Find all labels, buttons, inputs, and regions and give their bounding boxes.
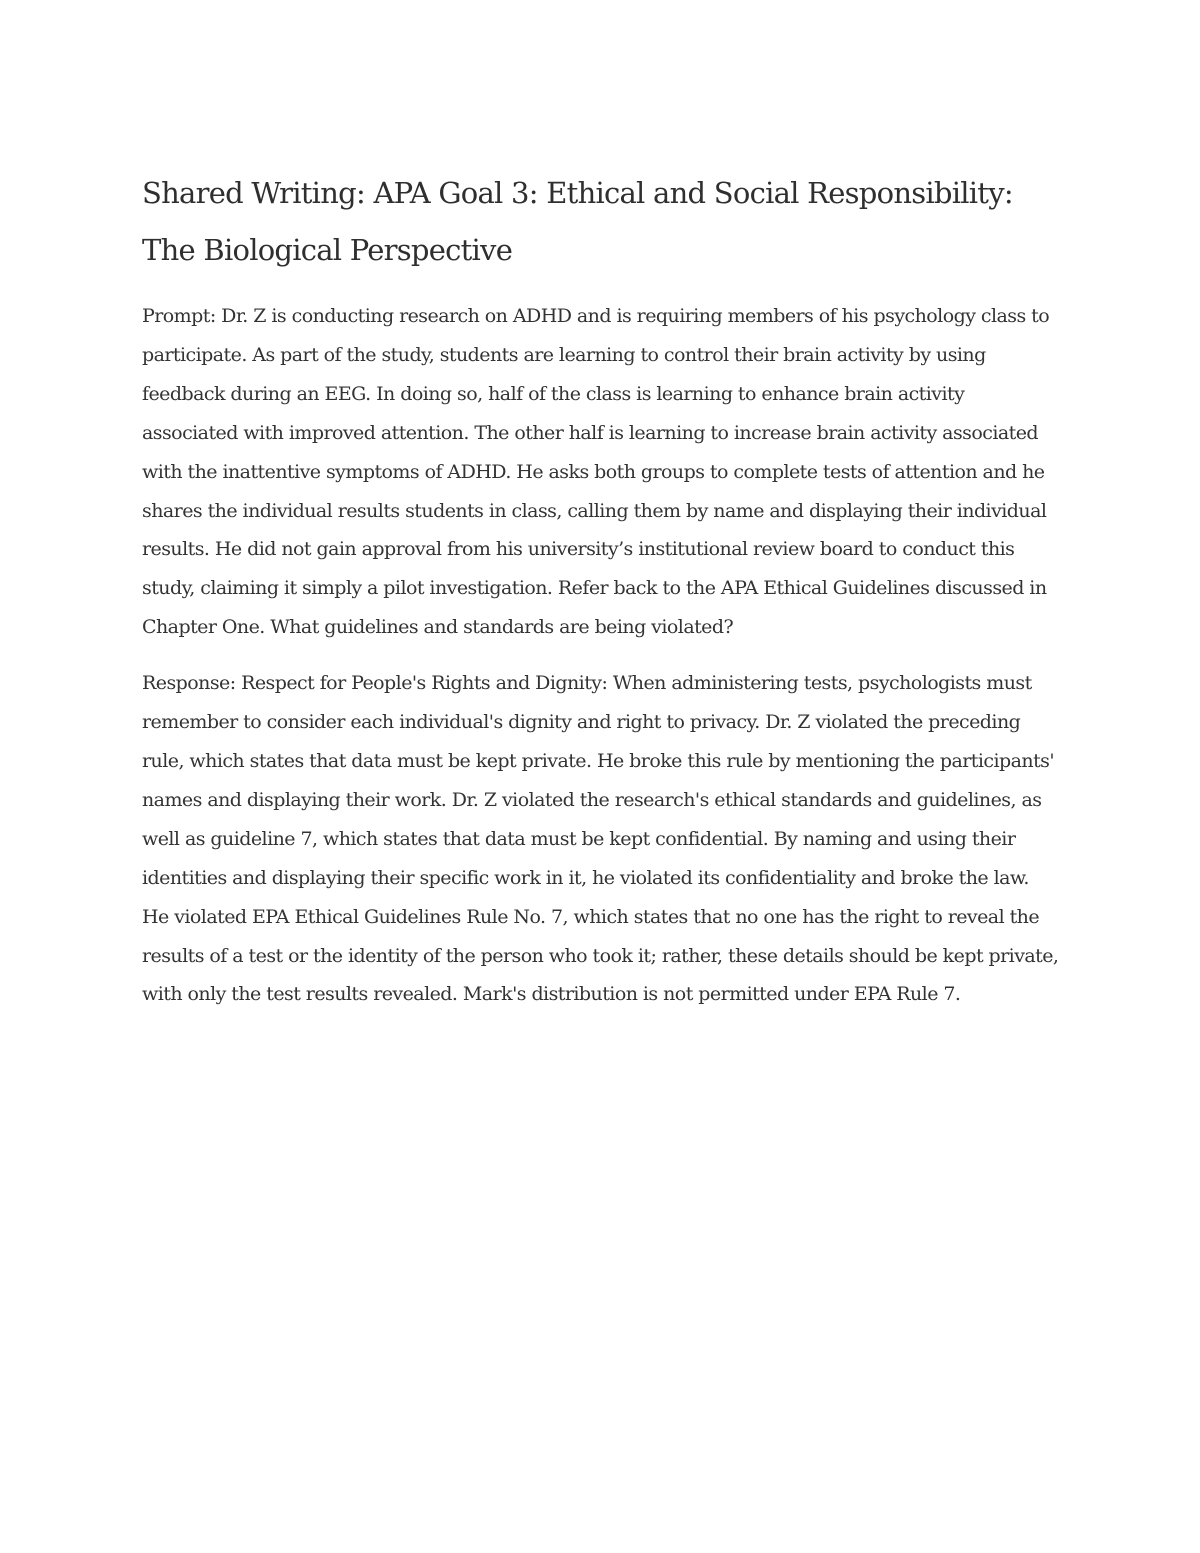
document-body	[142, 165, 1060, 1031]
response-paragraph: Response: Respect for People's Rights and Dignity: When administering tests, psychologists must remember to consider each individual's dignity and right to privacy. Dr. Z violated the preceding rule, which states that data must be kept private. He broke this rule by mentioning the participants' names and displaying their work. Dr. Z violated the research's ethical standards and guidelines, as well as guideline 7, which states that data must be kept confidential. By naming and using their identities and displaying their specific work in it, he violated its confidentiality and broke the law. He violated EPA Ethical Guidelines Rule No. 7, which states that no one has the right to reveal the results of a test or the identity of the person who took it; rather, these details should be kept private, with only the test results revealed. Mark's distribution is not permitted under EPA Rule 7.	[142, 672, 1059, 1006]
prompt-paragraph: Prompt: Dr. Z is conducting research on ADHD and is requiring members of his psychology class to participate. As part of the study, students are learning to control their brain activity by using feedback during an EEG. In doing so, half of the class is learning to enhance brain activity associated with improved attention. The other half is learning to increase brain activity associated with the inattentive symptoms of ADHD. He asks both groups to complete tests of attention and he shares the individual results students in class, calling them by name and displaying their individual results. He did not gain approval from his university’s institutional review board to conduct this study, claiming it simply a pilot investigation. Refer back to the APA Ethical Guidelines discussed in Chapter One. What guidelines and standards are being violated?	[142, 305, 1050, 639]
document-title: Shared Writing: APA Goal 3: Ethical and Social Responsibility: The Biological Perspective	[142, 176, 1013, 267]
